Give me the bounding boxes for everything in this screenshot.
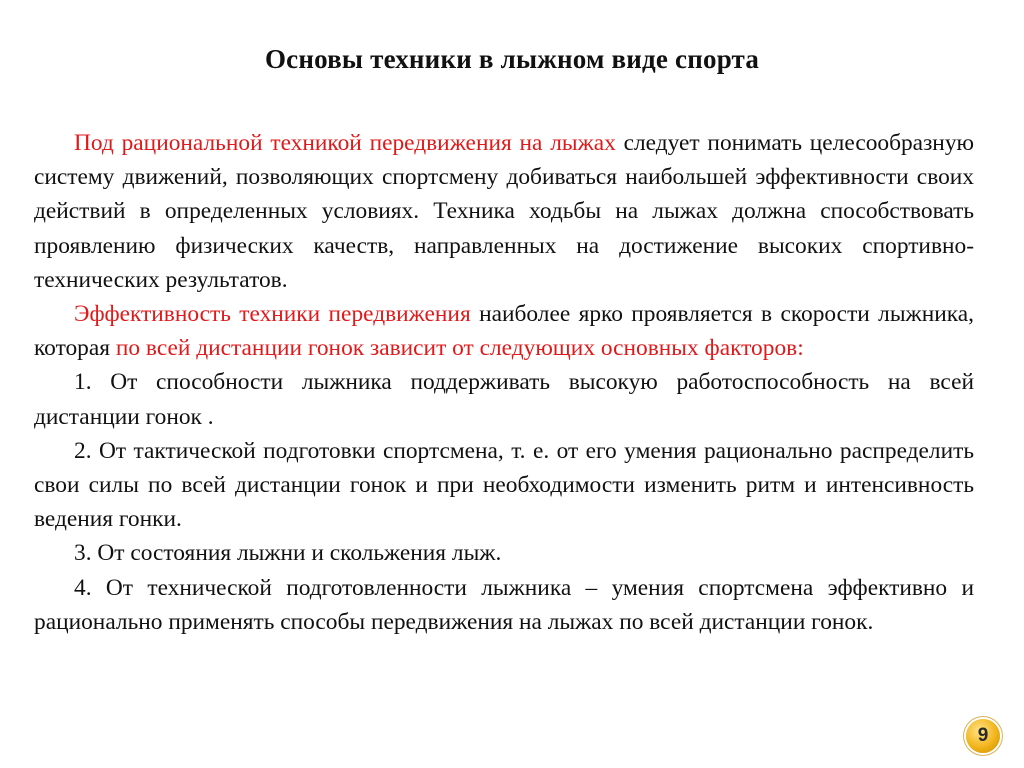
paragraph-efficiency-text: наиболее ярко проявляется в скорости лыжника, которая bbox=[34, 301, 974, 362]
factor-item-3: 3. От состояния лыжни и скольжения лыж. bbox=[74, 540, 502, 567]
factor-item-2: 2. От тактической подготовки спортсмена, т. е. от его умения рационально распределить свои силы по всей дистанции гонок и при необходимости изменить ритм и интенсивность ведения гонки. bbox=[34, 437, 974, 533]
paragraph-efficiency bbox=[34, 297, 974, 365]
paragraph-definition-text: следует понимать целесообразную систему движений, позволяющих спортсмену добиваться наибольшей эффективности своих действий в определенных условиях. Техника ходьбы на лыжах должна способствовать проявлению физических качеств, направленных на достижение высоких спортивно-технических результатов. bbox=[34, 130, 974, 293]
page-number-badge bbox=[966, 719, 1000, 753]
factor-item-1: 1. От способности лыжника поддерживать высокую работоспособность на всей дистанции гонок . bbox=[34, 369, 974, 430]
factor-item-4: 4. От технической подготовленности лыжника – умения спортсмена эффективно и рационально применять способы передвижения на лыжах по всей дистанции гонок. bbox=[34, 574, 974, 635]
slide-title: Основы техники в лыжном виде спорта bbox=[264, 44, 760, 74]
highlight-factors: по всей дистанции гонок зависит от следующих основных факторов: bbox=[115, 335, 804, 362]
slide-body bbox=[34, 126, 974, 639]
highlight-rational-technique: Под рациональной техникой передвижения на лыжах bbox=[74, 130, 616, 156]
highlight-efficiency: Эффективность техники передвижения bbox=[74, 301, 471, 328]
paragraph-definition bbox=[34, 126, 974, 297]
page-number: 9 bbox=[977, 725, 989, 746]
